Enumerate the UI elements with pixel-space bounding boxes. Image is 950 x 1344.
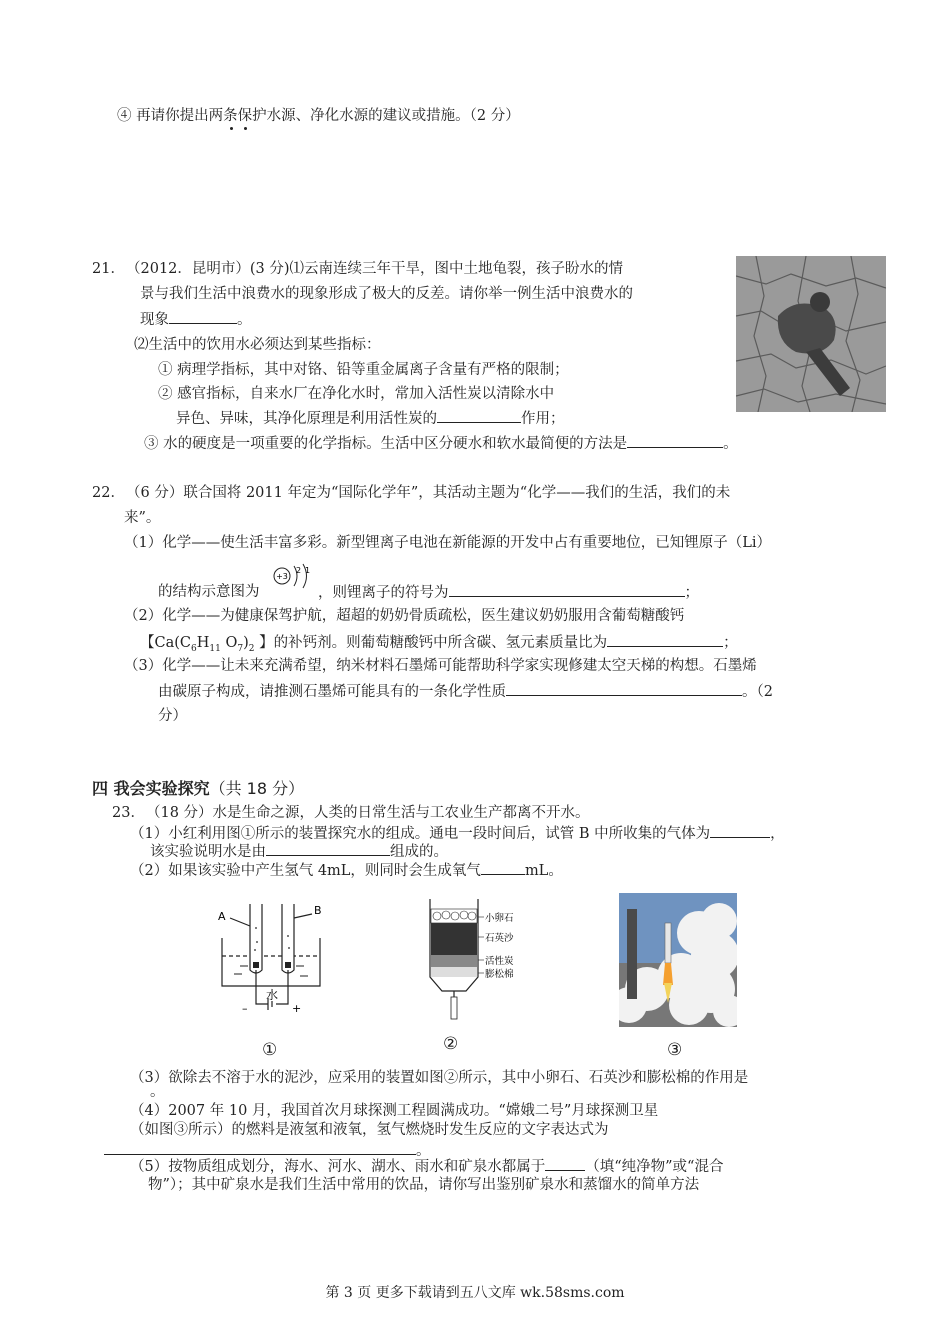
- page-footer: 第 3 页 更多下载请到五八文库 wk.58sms.com: [325, 1285, 625, 1301]
- q21-line7-text: 异色、异味，其净化原理是利用活性炭的: [176, 411, 437, 427]
- answer-blank[interactable]: [266, 841, 390, 856]
- q23-p5-a: [130, 1156, 723, 1177]
- q22-p1-end: ；: [684, 585, 699, 601]
- answer-blank[interactable]: [481, 860, 525, 875]
- electrolysis-apparatus: [212, 898, 332, 1026]
- drought-photo: [736, 256, 886, 412]
- q22-p3-b-end: 。（2: [742, 684, 773, 700]
- plus-label: +: [292, 1002, 302, 1015]
- q21-line3-text: 现象: [140, 312, 169, 328]
- rocket-launch-photo: [619, 893, 737, 1027]
- formula-sub: 11: [209, 643, 221, 654]
- q23-p3: （3）欲除去不溶于水的泥沙，应采用的装置如图②所示，其中小卵石、石英沙和膨松棉的作用是: [130, 1070, 749, 1086]
- lithium-atom-diagram: [270, 560, 316, 596]
- q21-line7-end: 作用；: [521, 411, 565, 427]
- q20-part4: ④ 再请你提出两条保护水源、净化水源的建议或措施。（2 分）: [117, 108, 520, 124]
- q22-line1: （6 分）联合国将 2011 年定为“国际化学年”，其活动主题为“化学——我们的生活，我们的未: [126, 485, 731, 501]
- q22-p3-b: [158, 681, 773, 702]
- emphasis-dot: [244, 127, 247, 130]
- q21-line3: [140, 309, 252, 330]
- atom-shell2-label: 1: [305, 566, 311, 575]
- section4-title: [92, 779, 304, 799]
- tube-a-label: A: [218, 910, 226, 923]
- q21-line5: ① 病理学指标，其中对铬、铅等重金属离子含量有严格的限制；: [158, 362, 569, 378]
- answer-blank[interactable]: [710, 823, 770, 838]
- q23-p3-end: 。: [150, 1084, 165, 1100]
- q21-line2: 景与我们生活中浪费水的现象形成了极大的反差。请你举一例生活中浪费水的: [140, 286, 633, 302]
- q23-p1-a-end: ，: [770, 826, 785, 842]
- q21-line7: [176, 408, 565, 429]
- q21-line8-end: 。: [723, 436, 738, 452]
- q22-p2-b: [140, 632, 738, 659]
- q21-line4: ⑵生活中的饮用水必须达到某些指标：: [134, 337, 381, 353]
- section4-title-text: 四 我会实验探究: [92, 779, 210, 798]
- q23-line1: （18 分）水是生命之源，人类的日常生活与工农业生产都离不开水。: [146, 805, 590, 821]
- water-filter-apparatus: [424, 893, 544, 1031]
- q22-line2: 来”。: [124, 510, 161, 526]
- q23-p1-a-text: （1）小红利用图①所示的装置探究水的组成。通电一段时间后，试管 B 中所收集的气体为: [130, 826, 711, 842]
- answer-blank[interactable]: [169, 309, 237, 324]
- q22-number: 22．: [92, 485, 125, 501]
- q23-p4-a: （4）2007 年 10 月，我国首次月球探测工程圆满成功。“嫦娥二号”月球探测卫星: [130, 1103, 659, 1119]
- q22-p2-a: （2）化学——为健康保驾护航，超超的奶奶骨质疏松，医生建议奶奶服用含葡萄糖酸钙: [124, 608, 685, 624]
- answer-blank[interactable]: [506, 681, 742, 696]
- atom-nucleus-label: +3: [276, 572, 288, 581]
- q21-number: 21．: [92, 261, 125, 277]
- section4-subtitle: （共 18 分）: [209, 779, 305, 798]
- q22-p1-a: （1）化学——使生活丰富多彩。新型锂离子电池在新能源的开发中占有重要地位，已知锂原子（Li）: [124, 535, 771, 551]
- formula-sub: 2: [248, 643, 255, 654]
- formula-part: ): [243, 635, 249, 651]
- formula-part: H: [196, 635, 210, 651]
- q23-p4-end: 。: [416, 1143, 431, 1159]
- q23-p2-text: （2）如果该实验中产生氢气 4mL，则同时会生成氧气: [130, 863, 481, 879]
- formula-part: 【Ca(C: [140, 635, 191, 651]
- q22-p2-b-text: 】的补钙剂。则葡萄糖酸钙中所含碳、氢元素质量比为: [254, 635, 608, 651]
- answer-blank[interactable]: [627, 433, 723, 448]
- figure3-caption: ③: [667, 1040, 683, 1060]
- answer-blank[interactable]: [437, 408, 521, 423]
- water-label: 水: [266, 988, 279, 1002]
- q22-p1-b: 的结构示意图为: [158, 584, 260, 600]
- q23-p5-b: 物”）；其中矿泉水是我们生活中常用的饮品，请你写出鉴别矿泉水和蒸馏水的简单方法: [148, 1177, 700, 1193]
- q23-p1-b: [150, 841, 448, 862]
- figure1-caption: ①: [262, 1040, 278, 1060]
- filter-label-sand: 石英沙: [485, 933, 514, 944]
- q21-line6: ② 感官指标，自来水厂在净化水时，常加入活性炭以清除水中: [158, 386, 555, 402]
- answer-blank[interactable]: [104, 1140, 416, 1155]
- formula-sub: 6: [191, 643, 197, 654]
- filter-label-pebbles: 小卵石: [485, 913, 514, 924]
- answer-blank[interactable]: [449, 582, 685, 597]
- emphasis-dot: [230, 127, 233, 130]
- q23-p5-a-end: （填“纯净物”或“混合: [585, 1159, 724, 1175]
- q23-number: 23．: [112, 805, 145, 821]
- q21-line8-text: ③ 水的硬度是一项重要的化学指标。生活中区分硬水和软水最简便的方法是: [144, 436, 628, 452]
- q21-line3-end: 。: [237, 312, 252, 328]
- q22-p2-end: ；: [723, 635, 738, 651]
- tube-b-label: B: [314, 904, 322, 917]
- formula-part: O: [220, 635, 238, 651]
- q22-p3-a: （3）化学——让未来充满希望，纳米材料石墨烯可能帮助科学家实现修建太空天梯的构想。石墨烯: [124, 658, 757, 674]
- filter-label-cotton: 膨松棉: [485, 969, 514, 980]
- atom-shell1-label: 2: [296, 566, 302, 575]
- q23-p4-b: （如图③所示）的燃料是液氢和液氧，氢气燃烧时发生反应的文字表达式为: [130, 1122, 609, 1138]
- answer-blank[interactable]: [545, 1156, 585, 1171]
- q23-p1-b-text: 该实验说明水是由: [150, 844, 266, 860]
- figure2-caption: ②: [443, 1034, 459, 1054]
- q23-p1-b-end: 组成的。: [390, 844, 448, 860]
- q23-p5-a-text: （5）按物质组成划分，海水、河水、湖水、雨水和矿泉水都属于: [130, 1159, 546, 1175]
- q22-p3-b-text: 由碳原子构成，请推测石墨烯可能具有的一条化学性质: [158, 684, 506, 700]
- q22-p1-c: [318, 582, 699, 603]
- filter-label-carbon: 活性炭: [485, 956, 514, 967]
- formula-sub: 7: [237, 643, 244, 654]
- q21-line8: [144, 433, 738, 454]
- q21-line1: （2012．昆明市）(3 分)⑴云南连续三年干旱，图中土地龟裂，孩子盼水的情: [126, 261, 624, 277]
- q23-p2-end: mL。: [524, 863, 563, 879]
- answer-blank[interactable]: [607, 632, 723, 647]
- minus-label: –: [242, 1002, 248, 1015]
- q22-p3-c: 分）: [158, 708, 187, 724]
- q22-p1-c-text: ，则锂离子的符号为: [318, 585, 449, 601]
- q23-p2: [130, 860, 563, 881]
